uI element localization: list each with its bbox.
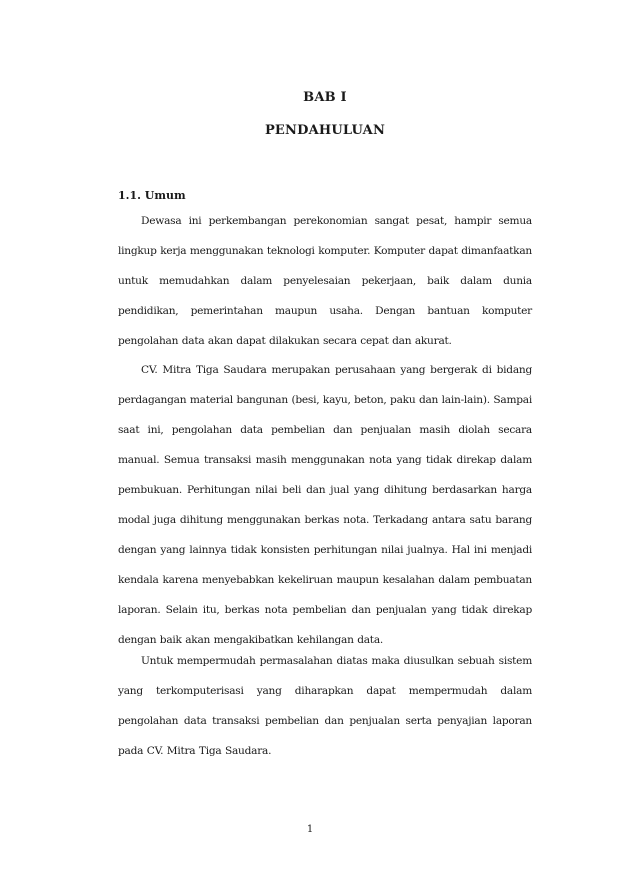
- page-number: 1: [306, 824, 314, 835]
- paragraph-3: Untuk mempermudah permasalahan diatas maka diusulkan sebuah sistem yang terkomputerisasi yang diharapkan dapat mempermudah dalam pengolahan data transaksi pembelian dan penjualan serta penyajian laporan pada CV. Mitra Tiga Saudara.: [118, 655, 532, 757]
- paragraph-1: Dewasa ini perkembangan perekonomian sangat pesat, hampir semua lingkup kerja menggunakan teknologi komputer. Komputer dapat dimanfaatkan untuk memudahkan dalam penyelesaian pekerjaan, baik dalam dunia pendidikan, pemerintahan maupun usaha. Dengan bantuan komputer pengolahan data akan dapat dilakukan secara cepat dan akurat.: [118, 215, 532, 347]
- paragraph-2: CV. Mitra Tiga Saudara merupakan perusahaan yang bergerak di bidang perdagangan material bangunan (besi, kayu, beton, paku dan lain-lain). Sampai saat ini, pengolahan data pembelian dan penjualan masih diolah secara manual. Semua transaksi masih menggunakan nota yang tidak direkap dalam pembukuan. Perhitungan nilai beli dan jual yang dihitung berdasarkan harga modal juga dihitung menggunakan berkas nota. Terkadang antara satu barang dengan yang lainnya tidak konsisten perhitungan nilai jualnya. Hal ini menjadi kendala karena menyebabkan kekeliruan maupun kesalahan dalam pembuatan laporan. Selain itu, berkas nota pembelian dan penjualan yang tidak direkap dengan baik akan mengakibatkan kehilangan data.: [118, 364, 532, 646]
- chapter-label: BAB I: [303, 90, 347, 105]
- section-heading: 1.1. Umum: [118, 189, 186, 202]
- chapter-title: PENDAHULUAN: [264, 123, 386, 138]
